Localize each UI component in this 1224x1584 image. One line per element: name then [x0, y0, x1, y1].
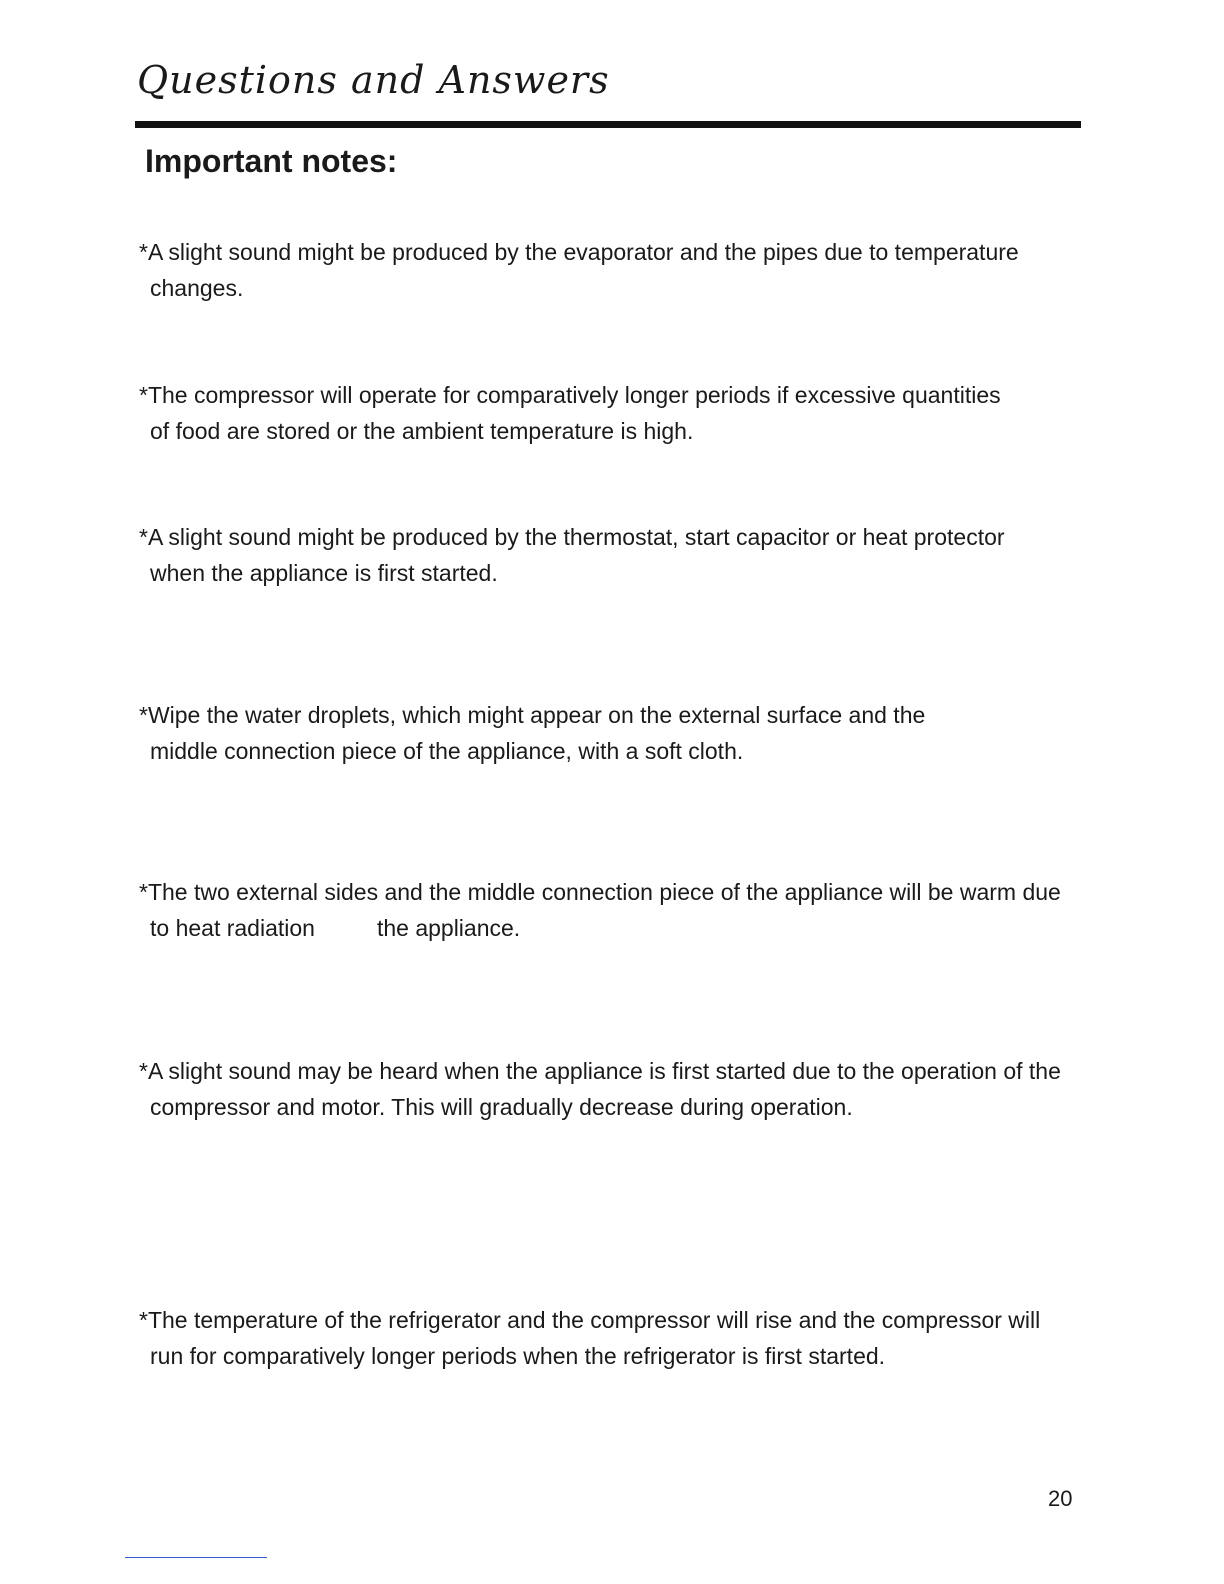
note-line: *The compressor will operate for comparatively longer periods if excessive quantities [139, 382, 1001, 408]
page-title: Questions and Answers [137, 58, 610, 102]
note-line: run for comparatively longer periods when the refrigerator is first started. [150, 1343, 886, 1369]
note-item [139, 377, 1129, 449]
note-item [139, 697, 1129, 769]
note-line [139, 910, 1129, 946]
page-number: 20 [1048, 1486, 1073, 1511]
note-line: *A slight sound might be produced by the thermostat, start capacitor or heat protector [139, 524, 1005, 550]
note-fragment: to heat radiation [150, 915, 315, 941]
note-line: *The temperature of the refrigerator and the compressor will rise and the compressor will [139, 1307, 1041, 1333]
note-line: of food are stored or the ambient temperature is high. [150, 418, 694, 444]
note-line: *A slight sound may be heard when the appliance is first started due to the operation of the [139, 1058, 1061, 1084]
section-heading: Important notes: [145, 143, 398, 179]
note-line: middle connection piece of the appliance, with a soft cloth. [150, 738, 744, 764]
note-item [139, 874, 1129, 946]
note-line: *A slight sound might be produced by the evaporator and the pipes due to temperature [139, 239, 1019, 265]
footer-rule [125, 1557, 267, 1558]
note-fragment: the appliance. [376, 915, 521, 941]
note-item [139, 1053, 1129, 1125]
note-line: *The two external sides and the middle connection piece of the appliance will be warm due [139, 879, 1061, 905]
note-line: when the appliance is first started. [150, 560, 498, 586]
note-line: changes. [150, 275, 244, 301]
note-item [139, 1302, 1129, 1374]
note-item [139, 519, 1129, 591]
note-item [139, 234, 1129, 306]
note-line: *Wipe the water droplets, which might appear on the external surface and the [139, 702, 926, 728]
title-divider [135, 121, 1081, 128]
note-line: compressor and motor. This will gradually decrease during operation. [150, 1094, 853, 1120]
